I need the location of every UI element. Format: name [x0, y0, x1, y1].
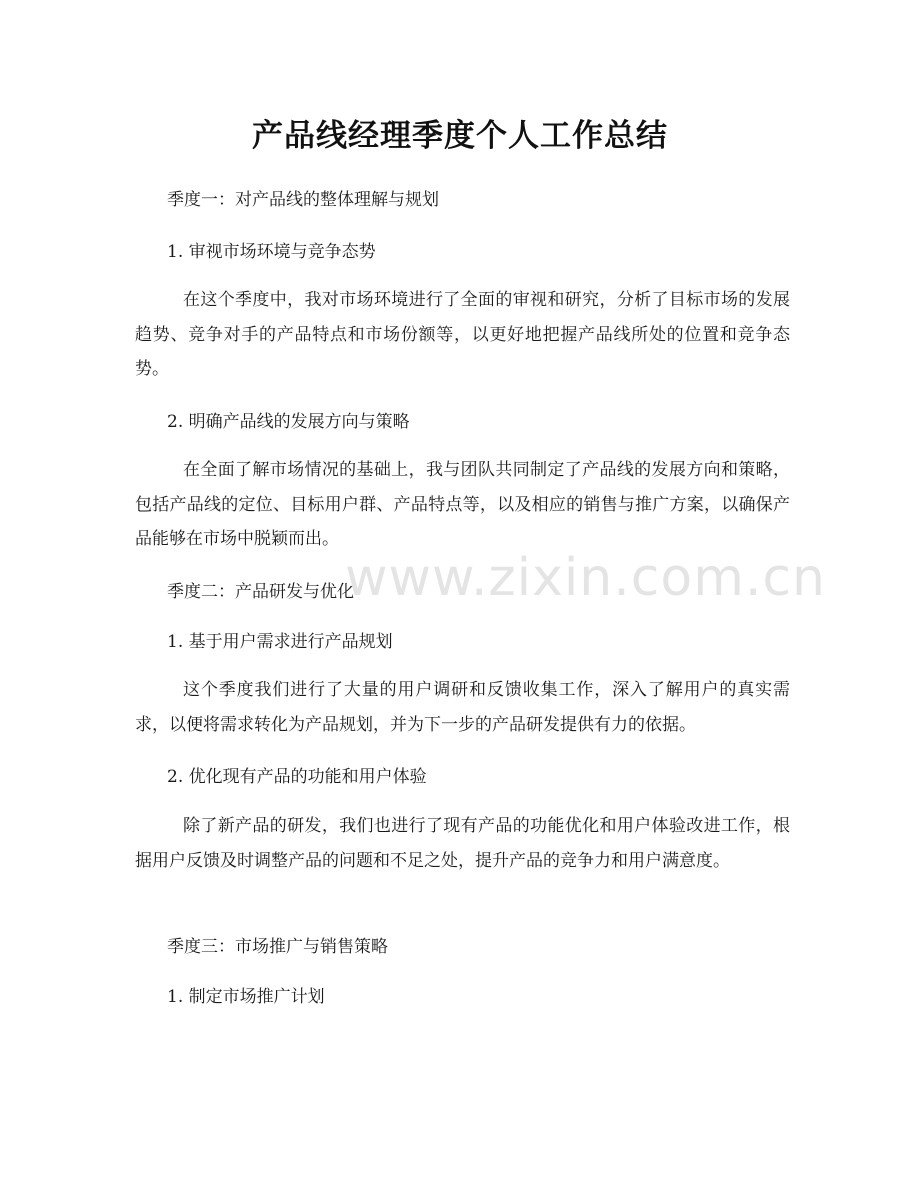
document-title: 产品线经理季度个人工作总结: [252, 118, 668, 154]
paragraph-q2-item1: 这个季度我们进行了大量的用户调研和反馈收集工作，深入了解用户的真实需求，以便将需求转化为产品规划，并为下一步的产品研发提供有力的依据。: [135, 680, 790, 735]
subheading-q1-item2: 2. 明确产品线的发展方向与策略: [167, 412, 410, 432]
paragraph-q1-item2: 在全面了解市场情况的基础上，我与团队共同制定了产品线的发展方向和策略，包括产品线的定位、目标用户群、产品特点等，以及相应的销售与推广方案，以确保产品能够在市场中脱颖而出。: [135, 460, 790, 549]
paragraph-q1-item1: 在这个季度中，我对市场环境进行了全面的审视和研究，分析了目标市场的发展趋势、竞争对手的产品特点和市场份额等，以更好地把握产品线所处的位置和竞争态势。: [135, 290, 790, 379]
subheading-q2-item2: 2. 优化现有产品的功能和用户体验: [167, 767, 427, 787]
subheading-q3-item1: 1. 制定市场推广计划: [167, 987, 325, 1007]
section-heading-q1: 季度一：对产品线的整体理解与规划: [167, 190, 439, 210]
subheading-q2-item1: 1. 基于用户需求进行产品规划: [167, 632, 393, 652]
watermark: www.zixin.com.cn: [345, 548, 826, 608]
subheading-q1-item1: 1. 审视市场环境与竞争态势: [167, 242, 376, 262]
section-heading-q2: 季度二：产品研发与优化: [167, 582, 354, 602]
section-heading-q3: 季度三：市场推广与销售策略: [167, 937, 388, 957]
paragraph-q2-item2: 除了新产品的研发，我们也进行了现有产品的功能优化和用户体验改进工作，根据用户反馈及时调整产品的问题和不足之处，提升产品的竞争力和用户满意度。: [135, 816, 790, 871]
